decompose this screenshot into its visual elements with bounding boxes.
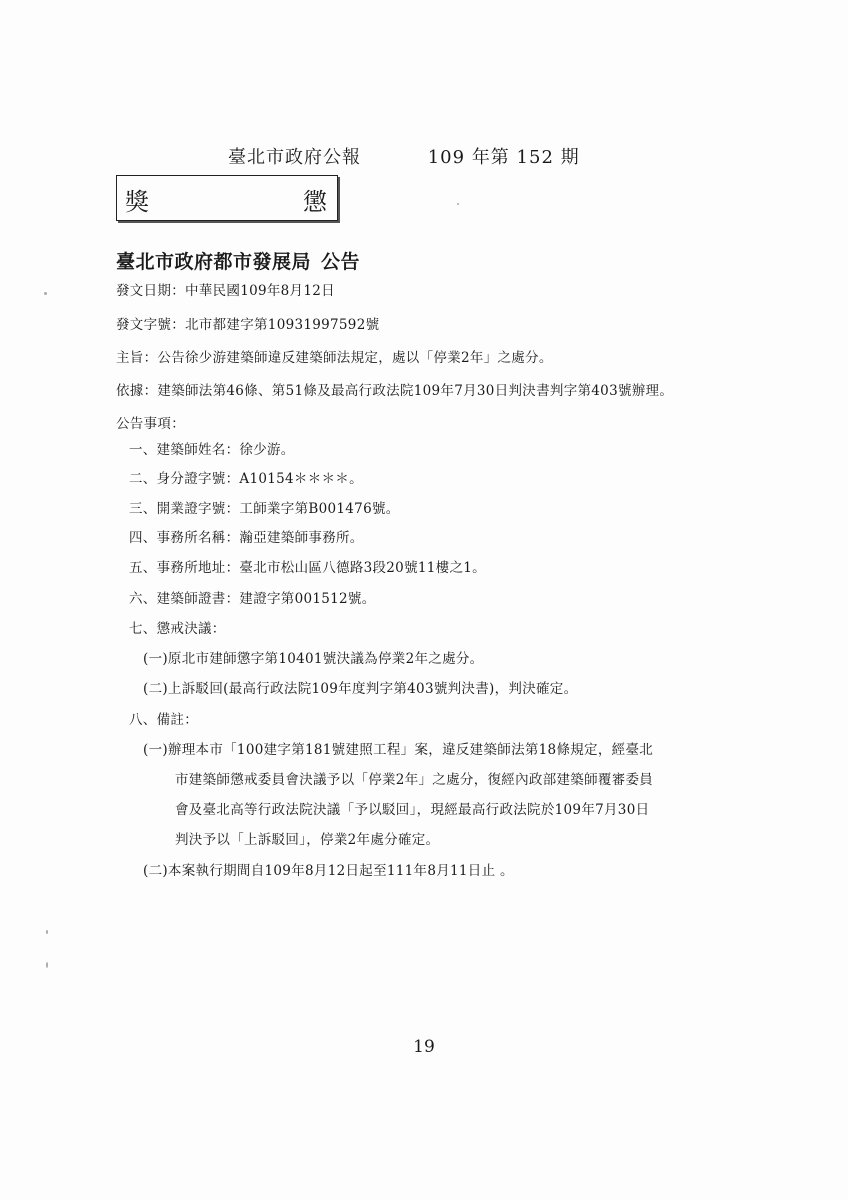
scan-speck bbox=[46, 962, 48, 968]
remark-line: 市建築師懲戒委員會決議予以「停業2年」之處分，復經內政部建築師覆審委員 bbox=[175, 772, 654, 788]
notice-item: 六、建築師證書：建證字第001512號。 bbox=[129, 591, 376, 607]
scan-speck bbox=[457, 203, 459, 205]
scan-speck bbox=[46, 930, 48, 934]
notice-heading: 公告事項： bbox=[116, 416, 185, 432]
notice-item: 七、懲戒決議： bbox=[129, 621, 226, 637]
notice-item: 一、建築師姓名：徐少游。 bbox=[129, 442, 295, 458]
subject-line: 主旨：公告徐少游建築師違反建築師法規定，處以「停業2年」之處分。 bbox=[116, 350, 553, 366]
gazette-name: 臺北市政府公報 bbox=[228, 147, 361, 168]
agency-name: 臺北市政府都市發展局 bbox=[116, 251, 312, 273]
gazette-header bbox=[228, 143, 580, 169]
resolution-item: (二)上訴駁回(最高行政法院109年度判字第403號判決書)，判決確定。 bbox=[143, 681, 578, 697]
remark-line: 判決予以「上訴駁回」，停業2年處分確定。 bbox=[175, 832, 440, 848]
scan-speck bbox=[44, 292, 47, 295]
remark-line: (一)辦理本市「100建字第181號建照工程」案，違反建築師法第18條規定，經臺北 bbox=[143, 742, 654, 758]
issue-date: 發文日期：中華民國109年8月12日 bbox=[116, 283, 335, 299]
section-label-box bbox=[116, 175, 338, 221]
notice-item: 四、事務所名稱：瀚亞建築師事務所。 bbox=[129, 530, 364, 546]
document-number: 發文字號：北市都建字第10931997592號 bbox=[116, 317, 380, 333]
notice-item: 三、開業證字號：工師業字第B001476號。 bbox=[129, 501, 400, 517]
section-char-reward: 獎 bbox=[125, 188, 149, 216]
page-number: 19 bbox=[413, 1037, 435, 1057]
remark-line: (二)本案執行期間自109年8月12日起至111年8月11日止 。 bbox=[143, 863, 514, 879]
announcement-type: 公告 bbox=[321, 251, 361, 273]
issue-number: 109 年第 152 期 bbox=[427, 147, 580, 168]
section-char-discipline: 懲 bbox=[303, 188, 327, 216]
remark-line: 會及臺北高等行政法院決議「予以駁回」，現經最高行政法院於109年7月30日 bbox=[175, 802, 650, 818]
announcement-title bbox=[116, 247, 360, 274]
remarks-heading: 八、備註： bbox=[129, 712, 198, 728]
notice-item: 五、事務所地址：臺北市松山區八德路3段20號11樓之1。 bbox=[129, 560, 486, 576]
resolution-item: (一)原北市建師懲字第10401號決議為停業2年之處分。 bbox=[143, 651, 484, 667]
legal-basis: 依據：建築師法第46條、第51條及最高行政法院109年7月30日判決書判字第403號辦理。 bbox=[116, 383, 674, 399]
notice-item: 二、身分證字號：A10154＊＊＊＊。 bbox=[129, 471, 363, 487]
